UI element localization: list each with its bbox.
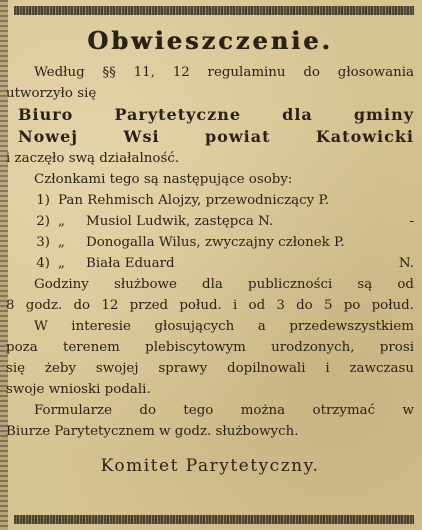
member-number: 4) — [36, 256, 50, 271]
ditto-mark: „ — [58, 214, 65, 229]
member-number: 1) — [36, 193, 50, 208]
members-list — [6, 190, 414, 274]
member-text: Musiol Ludwik, zastępca N. — [86, 214, 274, 229]
hours-line-1: Godziny służbowe dla publiczności są od — [34, 277, 414, 292]
member-text: Pan Rehmisch Alojzy, przewodniczący P. — [58, 193, 330, 208]
signature: Komitet Parytetyczny. — [100, 456, 320, 476]
member-number: 3) — [36, 235, 50, 250]
ditto-mark: „ — [58, 256, 65, 271]
members-intro: Członkami tego są następujące osoby: — [34, 172, 293, 187]
member-tail: - — [409, 214, 414, 229]
member-row — [6, 190, 414, 211]
top-decorative-rule — [14, 6, 414, 15]
interest-line-4: swoje wnioski podali. — [6, 382, 151, 397]
notice-title: Obwieszczenie. — [87, 26, 333, 55]
member-row — [6, 232, 414, 253]
interest-line-3: się żeby swojej sprawy dopilnowali i zawczasu — [6, 361, 414, 376]
interest-line-1: W interesie głosujących a przedewszystkiem — [34, 319, 414, 334]
member-row — [6, 211, 414, 232]
notice-body — [6, 22, 414, 508]
member-text: Biała Eduard — [86, 256, 175, 271]
member-number: 2) — [36, 214, 50, 229]
intro-line-2: utworzyło się — [6, 86, 97, 101]
member-tail: N. — [398, 256, 414, 271]
intro-line-1: Według §§ 11, 12 regulaminu do głosowania — [34, 65, 414, 80]
office-name-line-2: Nowej Wsi powiat Katowicki — [18, 127, 414, 146]
office-name-line-1: Biuro Parytetyczne dla gminy — [18, 105, 414, 124]
member-text: Donogalla Wilus, zwyczajny członek P. — [86, 235, 345, 250]
interest-line-2: poza terenem plebiscytowym urodzonych, prosi — [6, 340, 414, 355]
member-row — [6, 253, 414, 274]
activity-line: i zaczęło swą działalność. — [6, 151, 180, 166]
ditto-mark: „ — [58, 235, 65, 250]
forms-line-2: Biurze Parytetycznem w godz. służbowych. — [6, 424, 299, 439]
bottom-decorative-rule — [14, 515, 414, 524]
hours-line-2: 8 godz. do 12 przed połud. i od 3 do 5 po połud. — [6, 298, 414, 313]
forms-line-1: Formularze do tego można otrzymać w — [34, 403, 414, 418]
